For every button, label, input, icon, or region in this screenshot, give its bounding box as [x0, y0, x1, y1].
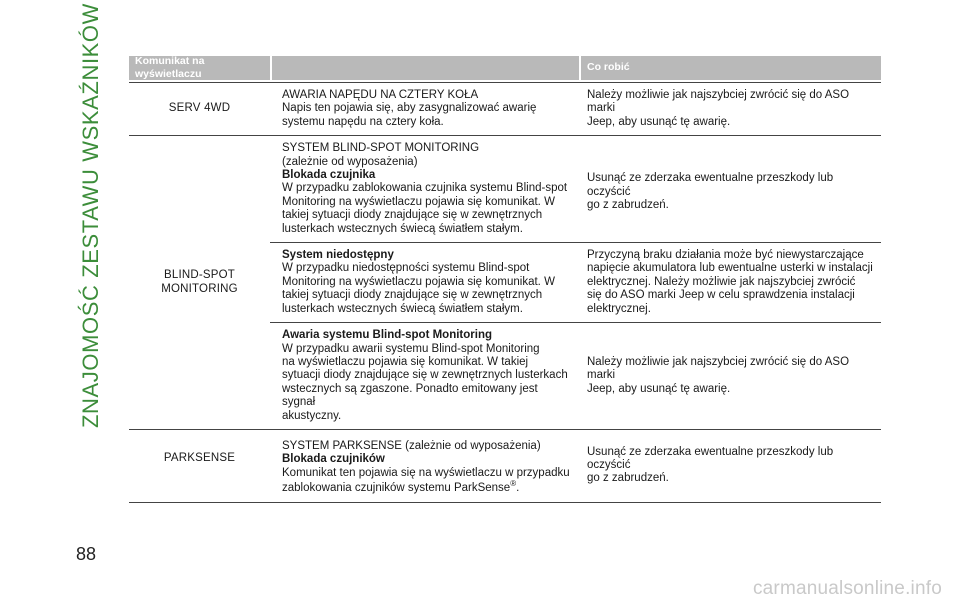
subrow-sensor-block	[270, 136, 881, 242]
section-side-title: ZNAJOMOŚĆ ZESTAWU WSKAŹNIKÓW	[78, 2, 103, 428]
description-line: W przypadku niedostępności systemu Blind-spot	[282, 262, 530, 275]
action	[579, 83, 881, 135]
description	[270, 136, 579, 242]
messages-table	[129, 56, 881, 503]
action-line: go z zabrudzeń.	[587, 199, 669, 212]
action-line: Należy możliwie jak najszybciej zwrócić się do ASO marki	[587, 89, 850, 115]
row-parksense	[129, 430, 881, 503]
description-line: na wyświetlaczu pojawia się komunikat. W takiej	[282, 355, 529, 368]
description-text: zablokowania czujników systemu ParkSense	[282, 482, 511, 495]
action-line: elektrycznej. Należy możliwie jak najszybciej zwrócić	[587, 275, 856, 288]
description	[270, 243, 579, 322]
action	[579, 430, 881, 502]
description-line: takiej sytuacji diody znajdujące się w zewnętrznych	[282, 289, 543, 302]
description-line: akustyczny.	[282, 409, 342, 422]
description-line: sytuacji diody znajdujące się w zewnętrznych lusterkach	[282, 369, 568, 382]
description-heading: Awaria systemu Blind-spot Monitoring	[282, 329, 492, 342]
description-line: lusterkach wstecznych świecą światłem stałym.	[282, 302, 523, 315]
description-line: SYSTEM BLIND-SPOT MONITORING	[282, 142, 480, 155]
description-line: W przypadku awarii systemu Blind-spot Monitoring	[282, 342, 540, 355]
description-heading: Blokada czujników	[282, 453, 385, 466]
row-blind-spot	[129, 136, 881, 430]
description-heading: System niedostępny	[282, 249, 394, 262]
header-action: Co robić	[581, 56, 881, 80]
description-line: Napis ten pojawia się, aby zasygnalizować awarię	[282, 102, 537, 115]
description-period: .	[516, 482, 520, 495]
message-label: SERV 4WD	[168, 102, 231, 115]
description	[270, 83, 579, 135]
watermark-text: carmanualsonline.info	[752, 578, 942, 599]
message-label: BLIND-SPOT MONITORING	[161, 269, 238, 295]
action-line: Jeep, aby usunąć tę awarię.	[587, 115, 731, 128]
action-line: się do ASO marki Jeep w celu sprawdzenia instalacji	[587, 289, 855, 302]
header-message: Komunikat na wyświetlaczu	[129, 56, 270, 80]
action-line: Należy możliwie jak najszybciej zwrócić się do ASO marki	[587, 355, 850, 382]
description-line: (zależnie od wyposażenia)	[282, 155, 418, 168]
action-line: Przyczyną braku działania może być niewystarczające	[587, 249, 864, 262]
action-line: go z zabrudzeń.	[587, 472, 669, 485]
action-line: Usunąć ze zderzaka ewentualne przeszkody lub oczyścić	[587, 445, 834, 472]
action-line: Jeep, aby usunąć tę awarię.	[587, 382, 731, 395]
description-line: takiej sytuacji diody znajdujące się w zewnętrznych	[282, 209, 543, 222]
page-number: 88	[76, 544, 97, 564]
description-line: SYSTEM PARKSENSE (zależnie od wyposażenia)	[282, 439, 541, 452]
description-line: W przypadku zablokowania czujnika systemu Blind-spot	[282, 182, 568, 195]
description-line: AWARIA NAPĘDU NA CZTERY KOŁA	[282, 89, 479, 101]
description-line-with-mark	[282, 479, 571, 495]
description-line: systemu napędu na cztery koła.	[282, 115, 444, 128]
registered-mark: ®	[510, 479, 517, 489]
action-line: elektrycznej.	[587, 302, 651, 315]
action	[579, 323, 881, 429]
action	[579, 136, 881, 242]
header-description	[272, 56, 579, 80]
action-line: napięcie akumulatora lub ewentualne usterki w instalacji	[587, 262, 873, 275]
description	[270, 323, 579, 429]
action-line: Usunąć ze zderzaka ewentualne przeszkody lub oczyścić	[587, 172, 834, 198]
message-label: PARKSENSE	[163, 451, 236, 464]
description-line: wstecznych są zgaszone. Ponadto emitowany jest sygnał	[282, 382, 538, 409]
description-line: Monitoring na wyświetlaczu pojawia się komunikat. W	[282, 195, 555, 208]
description-line: lusterkach wstecznych świecą światłem stałym.	[282, 222, 523, 235]
subrow-system-failure	[270, 322, 881, 429]
description-line: Monitoring na wyświetlaczu pojawia się komunikat. W	[282, 275, 555, 288]
row-serv-4wd	[129, 82, 881, 136]
subrow-system-unavailable	[270, 242, 881, 322]
description	[270, 430, 579, 502]
description-line: Komunikat ten pojawia się na wyświetlaczu w przypadku	[282, 466, 570, 479]
description-heading: Blokada czujnika	[282, 169, 376, 182]
action	[579, 243, 881, 322]
table-header	[129, 56, 881, 80]
